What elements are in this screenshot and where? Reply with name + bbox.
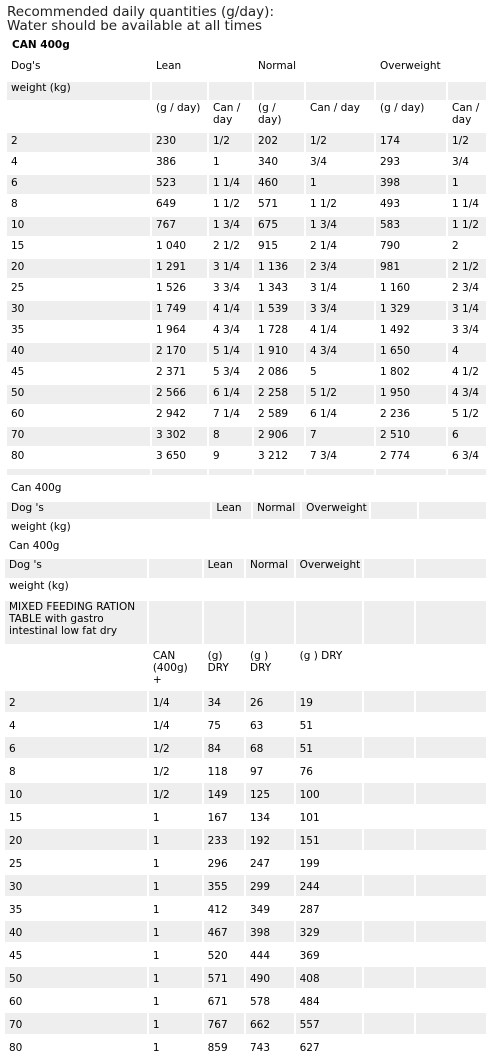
table-cell: 2 258 xyxy=(254,385,304,404)
table-cell: 25 xyxy=(5,852,147,873)
table-row xyxy=(7,406,486,425)
unit-header: Can / day xyxy=(209,102,252,131)
table-cell: 1 1/2 xyxy=(306,196,374,215)
table-row xyxy=(5,990,486,1011)
table-cell: 460 xyxy=(254,175,304,194)
table-cell: 412 xyxy=(204,898,244,919)
table-row xyxy=(5,806,486,827)
table-cell: 199 xyxy=(296,852,362,873)
table-cell: 35 xyxy=(5,898,147,919)
table-row xyxy=(5,737,486,758)
table-cell: 484 xyxy=(296,990,362,1011)
table-cell: 84 xyxy=(204,737,244,758)
table-cell: 50 xyxy=(5,967,147,988)
table-cell: 1/2 xyxy=(306,133,374,152)
table-cell: 1/2 xyxy=(149,737,202,758)
dogs-header: Dog 's xyxy=(5,559,147,578)
table-cell: 10 xyxy=(5,783,147,804)
table-row xyxy=(7,301,486,320)
table-cell: 7 3/4 xyxy=(306,448,374,467)
table-cell: 45 xyxy=(7,364,150,383)
table-cell: 149 xyxy=(204,783,244,804)
table-cell: 1/2 xyxy=(448,133,486,152)
table-row xyxy=(5,1036,486,1057)
table-cell: 2 589 xyxy=(254,406,304,425)
unit-header: (g / day) xyxy=(254,102,304,131)
table-cell: 68 xyxy=(246,737,294,758)
table-cell: 2 906 xyxy=(254,427,304,446)
table-cell: 649 xyxy=(152,196,207,215)
table-cell: 3 3/4 xyxy=(209,280,252,299)
table-cell: 1 xyxy=(149,944,202,965)
table-cell: 19 xyxy=(296,691,362,712)
table-cell: 493 xyxy=(376,196,446,215)
header-line-water: Water should be available at all times xyxy=(7,18,263,34)
lean-header: Lean xyxy=(204,559,244,578)
table-cell: 100 xyxy=(296,783,362,804)
table-cell: 1 526 xyxy=(152,280,207,299)
weight-header: weight (kg) xyxy=(5,580,147,599)
table-cell: 2 086 xyxy=(254,364,304,383)
table-cell: 1 1/4 xyxy=(209,175,252,194)
table-cell: 151 xyxy=(296,829,362,850)
unit-header: (g / day) xyxy=(376,102,446,131)
table-cell: 63 xyxy=(246,714,294,735)
table-cell: 35 xyxy=(7,322,150,341)
table-row xyxy=(5,1013,486,1034)
table-cell: 859 xyxy=(204,1036,244,1057)
table-cell: 4 3/4 xyxy=(306,343,374,362)
unit-header: Can / day xyxy=(306,102,374,131)
unit-header: (g / day) xyxy=(152,102,207,131)
table-cell: 6 xyxy=(5,737,147,758)
table-cell: 1 343 xyxy=(254,280,304,299)
mixed-feeding-title: MIXED FEEDING RATION TABLE with gastro intestinal low fat dry xyxy=(5,601,147,644)
table-cell: 4 xyxy=(7,154,150,173)
table-cell: 9 xyxy=(209,448,252,467)
table-row xyxy=(7,364,486,383)
table-cell: 287 xyxy=(296,898,362,919)
table-cell: 5 1/2 xyxy=(448,406,486,425)
can-label: Can 400g xyxy=(5,540,147,557)
table-cell: 6 xyxy=(448,427,486,446)
table-cell: 6 1/4 xyxy=(306,406,374,425)
table-cell: 7 1/4 xyxy=(209,406,252,425)
table-cell: 76 xyxy=(296,760,362,781)
table-row xyxy=(7,385,486,404)
table-cell: 1/2 xyxy=(149,783,202,804)
table-cell: 2 1/2 xyxy=(448,259,486,278)
table-cell: 70 xyxy=(5,1013,147,1034)
table-cell: 8 xyxy=(7,196,150,215)
table-cell: 3 302 xyxy=(152,427,207,446)
table-cell: 5 xyxy=(306,364,374,383)
table-cell: 4 xyxy=(448,343,486,362)
table-cell: 520 xyxy=(204,944,244,965)
table-cell: 767 xyxy=(204,1013,244,1034)
table-cell: 1 728 xyxy=(254,322,304,341)
table-cell: 5 1/4 xyxy=(209,343,252,362)
table-cell: 101 xyxy=(296,806,362,827)
table-cell: 192 xyxy=(246,829,294,850)
table-cell: 981 xyxy=(376,259,446,278)
table-cell: 30 xyxy=(7,301,150,320)
table-cell: 167 xyxy=(204,806,244,827)
table-cell: 174 xyxy=(376,133,446,152)
table-cell: 25 xyxy=(7,280,150,299)
table-cell: 97 xyxy=(246,760,294,781)
table-cell: 2 170 xyxy=(152,343,207,362)
table-cell: 1 xyxy=(149,898,202,919)
table-cell: 2 774 xyxy=(376,448,446,467)
table-cell: 340 xyxy=(254,154,304,173)
table-cell: 3 212 xyxy=(254,448,304,467)
table-cell: 10 xyxy=(7,217,150,236)
table-cell: 3 3/4 xyxy=(448,322,486,341)
table-cell: 4 1/4 xyxy=(209,301,252,320)
unit-header: (g) DRY xyxy=(204,646,244,689)
table-cell: 523 xyxy=(152,175,207,194)
table-row xyxy=(5,691,486,712)
table-cell: 40 xyxy=(7,343,150,362)
table-cell: 4 1/2 xyxy=(448,364,486,383)
table-cell: 467 xyxy=(204,921,244,942)
table-cell: 1 xyxy=(149,852,202,873)
table-cell: 4 3/4 xyxy=(448,385,486,404)
table-cell: 915 xyxy=(254,238,304,257)
table-cell: 15 xyxy=(7,238,150,257)
table-cell: 3 1/4 xyxy=(209,259,252,278)
table-cell: 790 xyxy=(376,238,446,257)
table-cell: 3 3/4 xyxy=(306,301,374,320)
table-cell: 571 xyxy=(254,196,304,215)
table-cell: 1 539 xyxy=(254,301,304,320)
table-row xyxy=(7,175,486,194)
weight-header: weight (kg) xyxy=(7,82,150,100)
table-cell: 1/2 xyxy=(209,133,252,152)
table-cell: 80 xyxy=(7,448,150,467)
table-cell: 627 xyxy=(296,1036,362,1057)
table-cell: 5 3/4 xyxy=(209,364,252,383)
table-cell: 202 xyxy=(254,133,304,152)
table-cell: 7 xyxy=(306,427,374,446)
unit-header: Can / day xyxy=(448,102,486,131)
table-cell: 2 510 xyxy=(376,427,446,446)
table-cell: 1 492 xyxy=(376,322,446,341)
table-cell: 3 1/4 xyxy=(306,280,374,299)
table-cell: 1 291 xyxy=(152,259,207,278)
overweight-header: Overweight xyxy=(302,502,368,519)
dogs-header: Dog's xyxy=(7,60,150,80)
table-cell: 2 371 xyxy=(152,364,207,383)
table-row xyxy=(7,217,486,236)
table-cell: 118 xyxy=(204,760,244,781)
table-cell: 571 xyxy=(204,967,244,988)
normal-header: Normal xyxy=(254,60,304,80)
table-cell: 1 964 xyxy=(152,322,207,341)
unit-header: (g ) DRY xyxy=(296,646,362,689)
table-cell: 2 xyxy=(7,133,150,152)
table-cell: 1 650 xyxy=(376,343,446,362)
table-cell: 51 xyxy=(296,714,362,735)
table-cell: 4 1/4 xyxy=(306,322,374,341)
table-row xyxy=(5,852,486,873)
overweight-header: Overweight xyxy=(296,559,362,578)
table-cell: 2 3/4 xyxy=(306,259,374,278)
table-row xyxy=(7,154,486,173)
table-cell: 134 xyxy=(246,806,294,827)
table-row xyxy=(7,448,486,467)
page-header xyxy=(7,5,274,33)
table-cell: 1 xyxy=(149,990,202,1011)
table-cell: 2 566 xyxy=(152,385,207,404)
table-row xyxy=(7,343,486,362)
dogs-header: Dog 's xyxy=(7,502,210,519)
table-cell: 80 xyxy=(5,1036,147,1057)
can-title: CAN 400g xyxy=(12,39,70,51)
table-cell: 743 xyxy=(246,1036,294,1057)
table-cell: 6 1/4 xyxy=(209,385,252,404)
table-cell: 398 xyxy=(376,175,446,194)
table-cell: 60 xyxy=(7,406,150,425)
table-cell: 1 xyxy=(149,875,202,896)
table-cell: 1 040 xyxy=(152,238,207,257)
table-cell: 230 xyxy=(152,133,207,152)
table-cell: 1 xyxy=(149,921,202,942)
weight-header: weight (kg) xyxy=(7,521,210,538)
table-cell: 296 xyxy=(204,852,244,873)
table-cell: 4 3/4 xyxy=(209,322,252,341)
table-row xyxy=(5,783,486,804)
table-cell: 293 xyxy=(376,154,446,173)
table-row xyxy=(7,280,486,299)
table-cell: 1 1/2 xyxy=(448,217,486,236)
table-cell: 1 xyxy=(149,1036,202,1057)
table-cell: 557 xyxy=(296,1013,362,1034)
table-cell: 1 xyxy=(149,829,202,850)
overweight-header: Overweight xyxy=(376,60,446,80)
table-row xyxy=(7,259,486,278)
header-line-quantities: Recommended daily quantities (g/day): xyxy=(7,4,274,20)
table-cell: 386 xyxy=(152,154,207,173)
table-cell: 3/4 xyxy=(306,154,374,173)
table-cell: 583 xyxy=(376,217,446,236)
table-cell: 20 xyxy=(5,829,147,850)
table-row xyxy=(5,898,486,919)
table-cell: 675 xyxy=(254,217,304,236)
table-cell: 767 xyxy=(152,217,207,236)
table-cell: 26 xyxy=(246,691,294,712)
table-cell: 8 xyxy=(5,760,147,781)
table-cell: 244 xyxy=(296,875,362,896)
table-row xyxy=(7,322,486,341)
table-row xyxy=(5,829,486,850)
table-cell: 233 xyxy=(204,829,244,850)
table-cell: 369 xyxy=(296,944,362,965)
table-cell: 1 160 xyxy=(376,280,446,299)
table-cell: 30 xyxy=(5,875,147,896)
table-row xyxy=(7,238,486,257)
lean-header: Lean xyxy=(152,60,207,80)
mixed-feeding-table xyxy=(3,538,488,1059)
table-cell: 6 3/4 xyxy=(448,448,486,467)
table-cell: 247 xyxy=(246,852,294,873)
table-cell: 1/4 xyxy=(149,691,202,712)
table-cell: 75 xyxy=(204,714,244,735)
table-cell: 1 950 xyxy=(376,385,446,404)
table-cell: 5 1/2 xyxy=(306,385,374,404)
table-cell: 299 xyxy=(246,875,294,896)
table-row xyxy=(5,967,486,988)
table-cell: 1 1/4 xyxy=(448,196,486,215)
table-cell: 2 xyxy=(448,238,486,257)
table-cell: 125 xyxy=(246,783,294,804)
table-cell: 1 xyxy=(209,154,252,173)
table-cell: 1 749 xyxy=(152,301,207,320)
table-cell: 398 xyxy=(246,921,294,942)
table-row xyxy=(5,921,486,942)
table-cell: 3/4 xyxy=(448,154,486,173)
table-cell: 1 1/2 xyxy=(209,196,252,215)
table-cell: 1 xyxy=(149,1013,202,1034)
table-cell: 662 xyxy=(246,1013,294,1034)
normal-header: Normal xyxy=(253,502,300,519)
table-row xyxy=(7,196,486,215)
table-cell: 51 xyxy=(296,737,362,758)
table-cell: 3 650 xyxy=(152,448,207,467)
table-row xyxy=(5,714,486,735)
table-cell: 20 xyxy=(7,259,150,278)
table-cell: 349 xyxy=(246,898,294,919)
table-cell: 1 xyxy=(306,175,374,194)
table-row xyxy=(5,875,486,896)
table-cell: 578 xyxy=(246,990,294,1011)
table-cell: 2 942 xyxy=(152,406,207,425)
table-cell: 1 136 xyxy=(254,259,304,278)
table-cell: 329 xyxy=(296,921,362,942)
table-cell: 2 3/4 xyxy=(448,280,486,299)
table-row xyxy=(7,427,486,446)
table-cell: 6 xyxy=(7,175,150,194)
table-cell: 1 3/4 xyxy=(306,217,374,236)
table-cell: 355 xyxy=(204,875,244,896)
normal-header: Normal xyxy=(246,559,294,578)
unit-header: (g ) DRY xyxy=(246,646,294,689)
table-cell: 408 xyxy=(296,967,362,988)
table-cell: 490 xyxy=(246,967,294,988)
table-cell: 1/4 xyxy=(149,714,202,735)
table-cell: 1 xyxy=(149,806,202,827)
table-row xyxy=(5,944,486,965)
table-cell: 444 xyxy=(246,944,294,965)
table-cell: 2 1/2 xyxy=(209,238,252,257)
table-cell: 1 910 xyxy=(254,343,304,362)
table-cell: 1 802 xyxy=(376,364,446,383)
table-cell: 1/2 xyxy=(149,760,202,781)
table-cell: 2 1/4 xyxy=(306,238,374,257)
table-cell: 8 xyxy=(209,427,252,446)
table-cell: 34 xyxy=(204,691,244,712)
table-cell: 15 xyxy=(5,806,147,827)
lean-header: Lean xyxy=(212,502,251,519)
table-cell: 1 xyxy=(149,967,202,988)
can-ration-table xyxy=(5,58,488,477)
table-cell: 70 xyxy=(7,427,150,446)
can-label: Can 400g xyxy=(7,482,210,500)
table-cell: 50 xyxy=(7,385,150,404)
table-cell: 1 xyxy=(448,175,486,194)
can-ration-table-2 xyxy=(5,480,488,540)
table-cell: 1 3/4 xyxy=(209,217,252,236)
table-cell: 45 xyxy=(5,944,147,965)
table-cell: 4 xyxy=(5,714,147,735)
unit-header: CAN (400g) + xyxy=(149,646,202,689)
table-row xyxy=(5,760,486,781)
table-cell: 1 329 xyxy=(376,301,446,320)
table-cell: 2 236 xyxy=(376,406,446,425)
table-cell: 671 xyxy=(204,990,244,1011)
table-cell: 60 xyxy=(5,990,147,1011)
table-row xyxy=(7,133,486,152)
table-cell: 3 1/4 xyxy=(448,301,486,320)
table-cell: 2 xyxy=(5,691,147,712)
table-cell: 40 xyxy=(5,921,147,942)
